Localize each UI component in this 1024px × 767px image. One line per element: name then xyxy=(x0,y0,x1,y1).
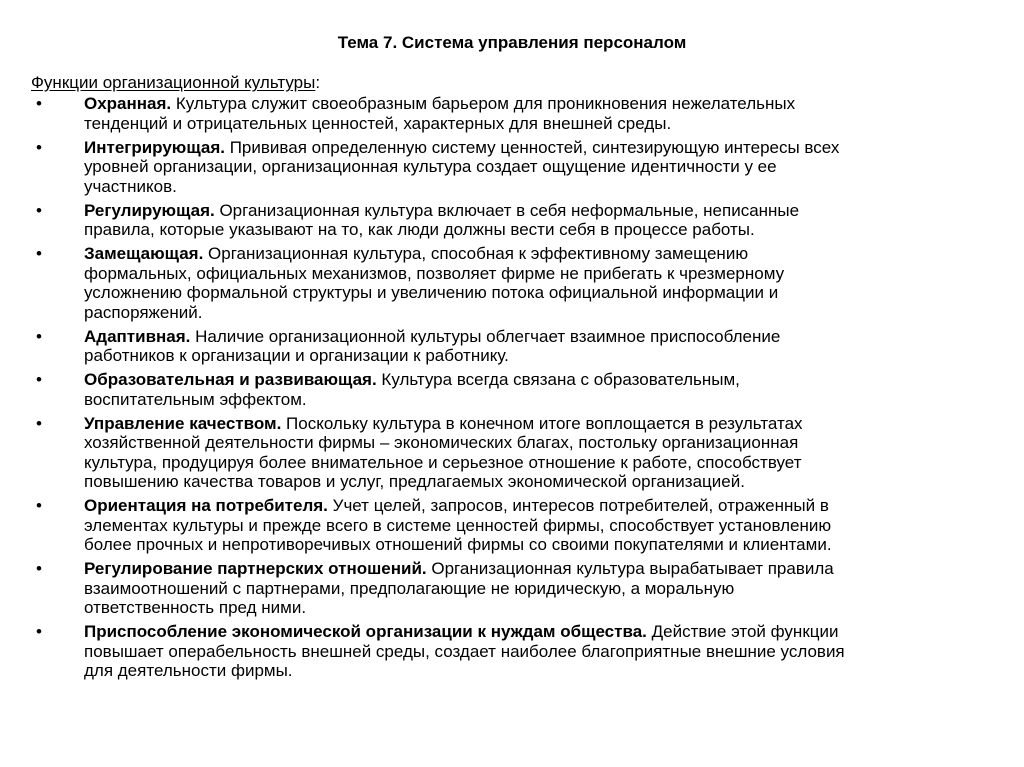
function-text-line: воспитательным эффектом. xyxy=(84,389,307,409)
function-text-line: повышает операбельность внешней среды, создает наиболее благоприятные внешние условия xyxy=(84,641,845,661)
function-item-integrating xyxy=(0,138,1024,197)
function-text-line: ответственность пред ними. xyxy=(84,598,307,617)
function-text-line: Культура всегда связана с образовательным, xyxy=(381,370,740,389)
function-text-line: Поскольку культура в конечном итоге воплощается в результатах xyxy=(286,413,803,433)
function-text-line: усложнению формальной структуры и увеличению потока официальной информации и xyxy=(84,283,779,302)
function-name: Охранная. xyxy=(84,94,172,113)
function-text-line: распоряжений. xyxy=(84,302,203,322)
function-item-regulating xyxy=(0,201,1024,240)
section-heading-text: Функции организационной культуры xyxy=(31,73,316,92)
function-text-line: Организационная культура включает в себя неформальные, неписанные xyxy=(219,200,800,220)
function-text-line: Действие этой функции xyxy=(651,622,839,641)
function-text-line: Организационная культура, способная к эффективному замещению xyxy=(208,244,749,263)
function-text-line: повышению качества товаров и услуг, предлагаемых экономической организацией. xyxy=(84,472,745,491)
function-text-line: взаимоотношений с партнерами, предполагающие не юридическую, а моральную xyxy=(84,578,735,598)
function-item-substituting xyxy=(0,244,1024,322)
function-text-line: культура, продуцируя более внимательное и серьезное отношение к работе, способствует xyxy=(84,452,802,472)
function-item-protective xyxy=(0,94,1024,133)
bullet-icon: • xyxy=(36,413,42,433)
function-text-line: участников. xyxy=(84,176,177,196)
function-text-line: тенденций и отрицательных ценностей, характерных для внешней среды. xyxy=(84,113,672,133)
bullet-icon: • xyxy=(36,137,42,157)
functions-list xyxy=(0,94,1024,685)
function-text-line: элементах культуры и прежде всего в системе ценностей фирмы, способствует установлению xyxy=(84,515,832,535)
function-item-partner-relations xyxy=(0,559,1024,618)
function-text-line: работников к организации и организации к работнику. xyxy=(84,346,509,365)
function-text-line: Культура служит своеобразным барьером для проникновения нежелательных xyxy=(175,94,796,113)
function-item-educational xyxy=(0,370,1024,409)
function-text-line: более прочных и непротиворечивых отношений фирмы со своими покупателями и клиентами. xyxy=(84,535,832,554)
function-name: Адаптивная. xyxy=(84,326,191,346)
bullet-icon: • xyxy=(36,622,42,641)
bullet-icon: • xyxy=(36,200,42,220)
function-item-quality-management xyxy=(0,414,1024,492)
function-text-line: Организационная культура вырабатывает правила xyxy=(431,559,834,578)
bullet-icon: • xyxy=(36,496,42,515)
slide-title: Тема 7. Система управления персоналом xyxy=(337,33,687,52)
function-name: Регулирующая. xyxy=(84,200,215,220)
function-item-customer-orientation xyxy=(0,496,1024,555)
function-name: Ориентация на потребителя. xyxy=(84,496,328,515)
function-text-line: формальных, официальных механизмов, позволяет фирме не прибегать к чрезмерному xyxy=(84,263,785,283)
bullet-icon: • xyxy=(36,326,42,346)
function-name: Замещающая. xyxy=(84,244,204,263)
function-text-line: Прививая определенную систему ценностей, синтезирующую интересы всех xyxy=(229,137,840,157)
function-text-line: Наличие организационной культуры облегчает взаимное приспособление xyxy=(195,326,781,346)
bullet-icon: • xyxy=(36,94,42,113)
function-text-line: для деятельности фирмы. xyxy=(84,661,293,680)
bullet-icon: • xyxy=(36,370,42,389)
function-text-line: правила, которые указывают на то, как люди должны вести себя в процессе работы. xyxy=(84,220,755,239)
function-text-line: Учет целей, запросов, интересов потребителей, отраженный в xyxy=(332,496,829,515)
function-item-adaptive xyxy=(0,327,1024,366)
function-name: Управление качеством. xyxy=(84,413,282,433)
function-text-line: уровней организации, организационная культура создает ощущение идентичности у ее xyxy=(84,157,777,176)
section-heading-colon: : xyxy=(315,73,321,92)
section-heading xyxy=(31,73,320,93)
bullet-icon: • xyxy=(36,244,42,263)
function-item-society-adaptation xyxy=(0,622,1024,681)
function-text-line: хозяйственной деятельности фирмы – экономических благах, постольку организационная xyxy=(84,433,799,452)
bullet-icon: • xyxy=(36,559,42,578)
function-name: Интегрирующая. xyxy=(84,137,225,157)
function-name: Регулирование партнерских отношений. xyxy=(84,559,427,578)
function-name: Образовательная и развивающая. xyxy=(84,370,377,389)
function-name: Приспособление экономической организации к нуждам общества. xyxy=(84,622,647,641)
